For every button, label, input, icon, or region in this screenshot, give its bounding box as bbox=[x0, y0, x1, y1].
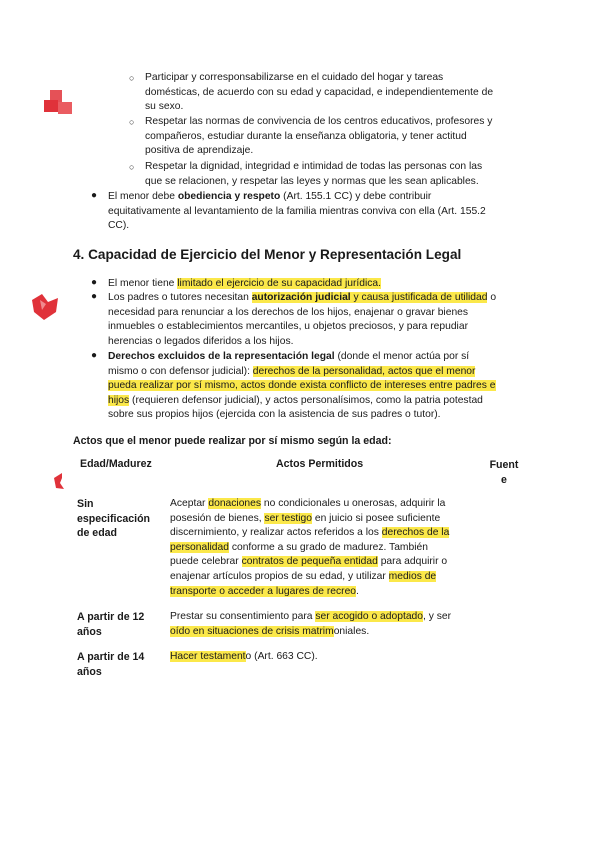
bullet-marker: ● bbox=[91, 291, 98, 302]
sub-bullet-marker: ○ bbox=[129, 73, 135, 83]
row-label-12: A partir de 12 años bbox=[77, 611, 145, 638]
red-puzzle-sticker-1 bbox=[40, 86, 76, 120]
sub-bullet-1: Participar y corresponsabilizarse en el cuidado del hogar y tareas domésticas, de acuerdo con su edad y capacidad, e independientemente de su sexo. bbox=[145, 72, 494, 113]
sub-bullet-3: Respetar la dignidad, integridad e intimidad de todas las personas con las que se relacionen, y respetar las leyes y normas que les sean aplicables. bbox=[145, 161, 483, 187]
red-hook-sticker bbox=[50, 470, 70, 492]
bullet-marker: ● bbox=[91, 190, 98, 201]
obediencia-paragraph: El menor debe obediencia y respeto (Art. 155.1 CC) y debe contribuir equitativamente al levantamiento de la familia mientras conviva con ella (Art. 155.2 CC). bbox=[108, 191, 486, 232]
column-header-fuente: Fuent e bbox=[489, 459, 519, 486]
sub-bullet-marker: ○ bbox=[129, 117, 135, 127]
column-header-actos: Actos Permitidos bbox=[276, 458, 364, 470]
bullet-capacidad: El menor tiene limitado el ejercicio de su capacidad jurídica. bbox=[108, 278, 382, 289]
column-header-edad: Edad/Madurez bbox=[80, 458, 152, 470]
bullet-derechos-excluidos: Derechos excluidos de la representación legal (donde el menor actúa por sí mismo o con defensor judicial): derechos de la personalidad, actos que el menor pueda realizar por sí mismo, actos donde exista conflicto de intereses entre padres e hijos (requieren defensor judicial), y actos personalísimos, como la patria potestad sobre sus propios hijos (ejercida con la asistencia de sus padres o tutor). bbox=[108, 351, 496, 421]
row-label-sin-edad: Sin especificación de edad bbox=[77, 498, 151, 540]
row-3-actos: Hacer testamento (Art. 663 CC). bbox=[170, 651, 318, 662]
bullet-marker: ● bbox=[91, 277, 98, 288]
row-1-actos: Aceptar donaciones no condicionales u onerosas, adquirir la posesión de bienes, ser testigo en juicio si posee suficiente discernimiento, y realizar actos referidos a los derechos de la personalidad conforme a su grado de madurez. También puede celebrar contratos de pequeña entidad para adquirir o enajenar artículos propios de su edad, y utilizar medios de transporte o acceder a lugares de recreo. bbox=[170, 498, 450, 597]
bullet-autorizacion: Los padres o tutores necesitan autorización judicial y causa justificada de utilidad o necesidad para renunciar a los derechos de los hijos, enajenar o gravar bienes inmuebles o establecimientos mercantiles, u objetos preciosos, y para repudiar herencias o legados diferidos a los hijos. bbox=[108, 292, 497, 347]
row-label-14: A partir de 14 años bbox=[77, 651, 145, 678]
section-title: 4. Capacidad de Ejercicio del Menor y Representación Legal bbox=[73, 247, 462, 262]
row-2-actos: Prestar su consentimiento para ser acogido o adoptado, y ser oído en situaciones de crisis matrimoniales. bbox=[170, 611, 452, 637]
red-heart-sticker bbox=[28, 290, 62, 324]
table-title: Actos que el menor puede realizar por sí mismo según la edad: bbox=[73, 435, 392, 447]
bullet-marker: ● bbox=[91, 350, 98, 361]
sub-bullet-marker: ○ bbox=[129, 162, 135, 172]
sub-bullet-2: Respetar las normas de convivencia de los centros educativos, profesores y compañeros, estudiar durante la enseñanza obligatoria, y tener actitud positiva de aprendizaje. bbox=[145, 116, 493, 157]
